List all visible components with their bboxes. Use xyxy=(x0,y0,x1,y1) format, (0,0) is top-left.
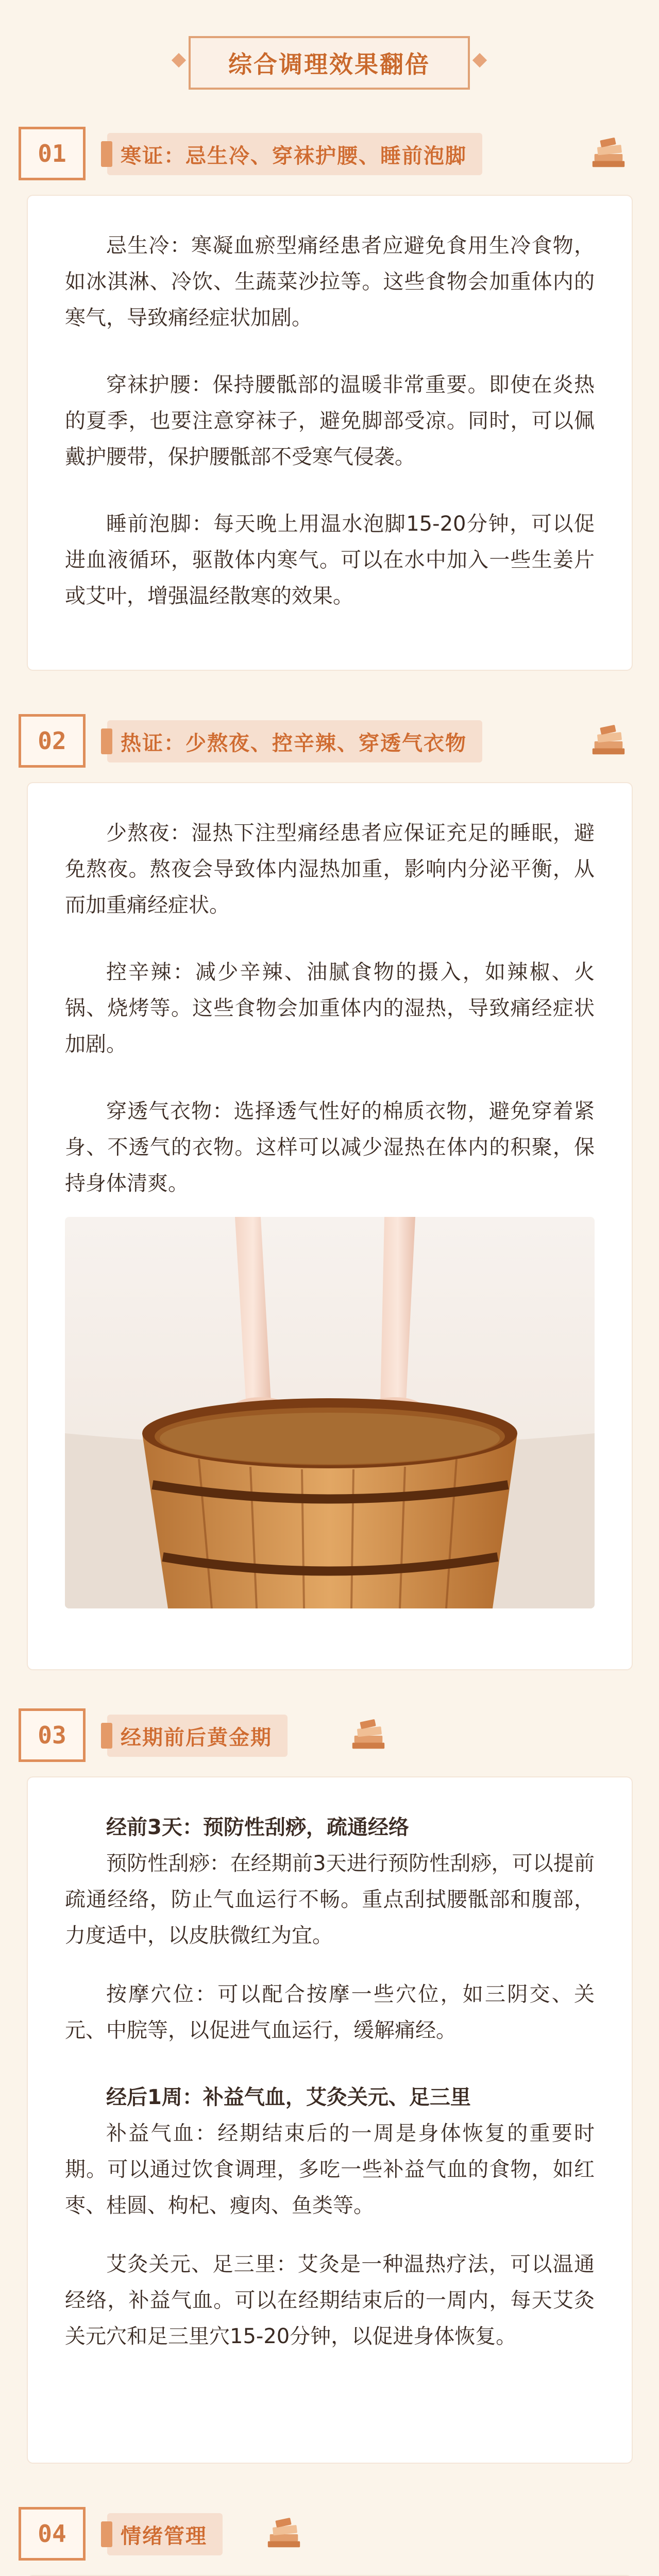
section-03-header xyxy=(0,1705,659,1767)
section-label: 经期前后黄金期 xyxy=(107,1715,288,1757)
paragraph: 预防性刮痧：在经期前3天进行预防性刮痧，可以提前疏通经络，防止气血运行不畅。重点刮拭腰骶部和腹部，力度适中，以皮肤微红为宜。 xyxy=(65,1852,595,1947)
section-number: 02 xyxy=(19,714,86,768)
diamond-ornament-icon xyxy=(471,52,488,69)
section-03-card xyxy=(28,1777,632,2463)
section-01-header xyxy=(0,124,659,185)
section-label: 情绪管理 xyxy=(107,2513,223,2555)
subsection-heading: 经前3天：预防性刮痧，疏通经络 xyxy=(106,1816,409,1839)
stacked-books-icon xyxy=(588,132,629,172)
page-title: 综合调理效果翻倍 xyxy=(189,36,470,90)
section-number: 03 xyxy=(19,1708,86,1762)
paragraph: 少熬夜：湿热下注型痛经患者应保证充足的睡眠，避免熬夜。熬夜会导致体内湿热加重，影响内分泌平衡，从而加重痛经症状。 xyxy=(65,821,595,917)
section-number: 04 xyxy=(19,2507,86,2561)
title-banner xyxy=(0,36,659,93)
paragraph: 睡前泡脚：每天晚上用温水泡脚15-20分钟，可以促进血液循环，驱散体内寒气。可以在水中加入一些生姜片或艾叶，增强温经散寒的效果。 xyxy=(65,512,595,608)
section-02-header xyxy=(0,711,659,773)
paragraph: 按摩穴位：可以配合按摩一些穴位，如三阴交、关元、中脘等，以促进气血运行，缓解痛经。 xyxy=(65,1982,595,2042)
paragraph: 忌生冷：寒凝血瘀型痛经患者应避免食用生冷食物，如冰淇淋、冷饮、生蔬菜沙拉等。这些食物会加重体内的寒气，导致痛经症状加剧。 xyxy=(65,234,595,330)
stacked-books-icon xyxy=(264,2512,304,2552)
paragraph: 穿袜护腰：保持腰骶部的温暖非常重要。即使在炎热的夏季，也要注意穿袜子，避免脚部受凉。同时，可以佩戴护腰带，保护腰骶部不受寒气侵袭。 xyxy=(65,373,595,469)
paragraph: 艾灸关元、足三里：艾灸是一种温热疗法，可以温通经络，补益气血。可以在经期结束后的一周内，每天艾灸关元穴和足三里穴15-20分钟，以促进身体恢复。 xyxy=(65,2252,595,2348)
stacked-books-icon xyxy=(348,1714,388,1754)
section-number: 01 xyxy=(19,127,86,180)
section-04-header xyxy=(0,2504,659,2566)
paragraph: 控辛辣：减少辛辣、油腻食物的摄入，如辣椒、火锅、烧烤等。这些食物会加重体内的湿热，导致痛经症状加剧。 xyxy=(65,960,595,1056)
diamond-ornament-icon xyxy=(170,52,188,69)
section-02-card xyxy=(28,783,632,1669)
foot-bath-photo xyxy=(65,1217,595,1608)
section-label: 热证：少熬夜、控辛辣、穿透气衣物 xyxy=(107,720,482,762)
paragraph: 补益气血：经期结束后的一周是身体恢复的重要时期。可以通过饮食调理，多吃一些补益气血的食物，如红枣、桂圆、枸杞、瘦肉、鱼类等。 xyxy=(65,2122,595,2217)
subsection-heading: 经后1周：补益气血，艾灸关元、足三里 xyxy=(106,2086,471,2109)
section-label: 寒证：忌生冷、穿袜护腰、睡前泡脚 xyxy=(107,133,482,175)
foot-bath-illustration xyxy=(65,1217,595,1608)
stacked-books-icon xyxy=(588,719,629,759)
paragraph: 穿透气衣物：选择透气性好的棉质衣物，避免穿着紧身、不透气的衣物。这样可以减少湿热在体内的积聚，保持身体清爽。 xyxy=(65,1099,595,1195)
section-01-card xyxy=(28,196,632,670)
